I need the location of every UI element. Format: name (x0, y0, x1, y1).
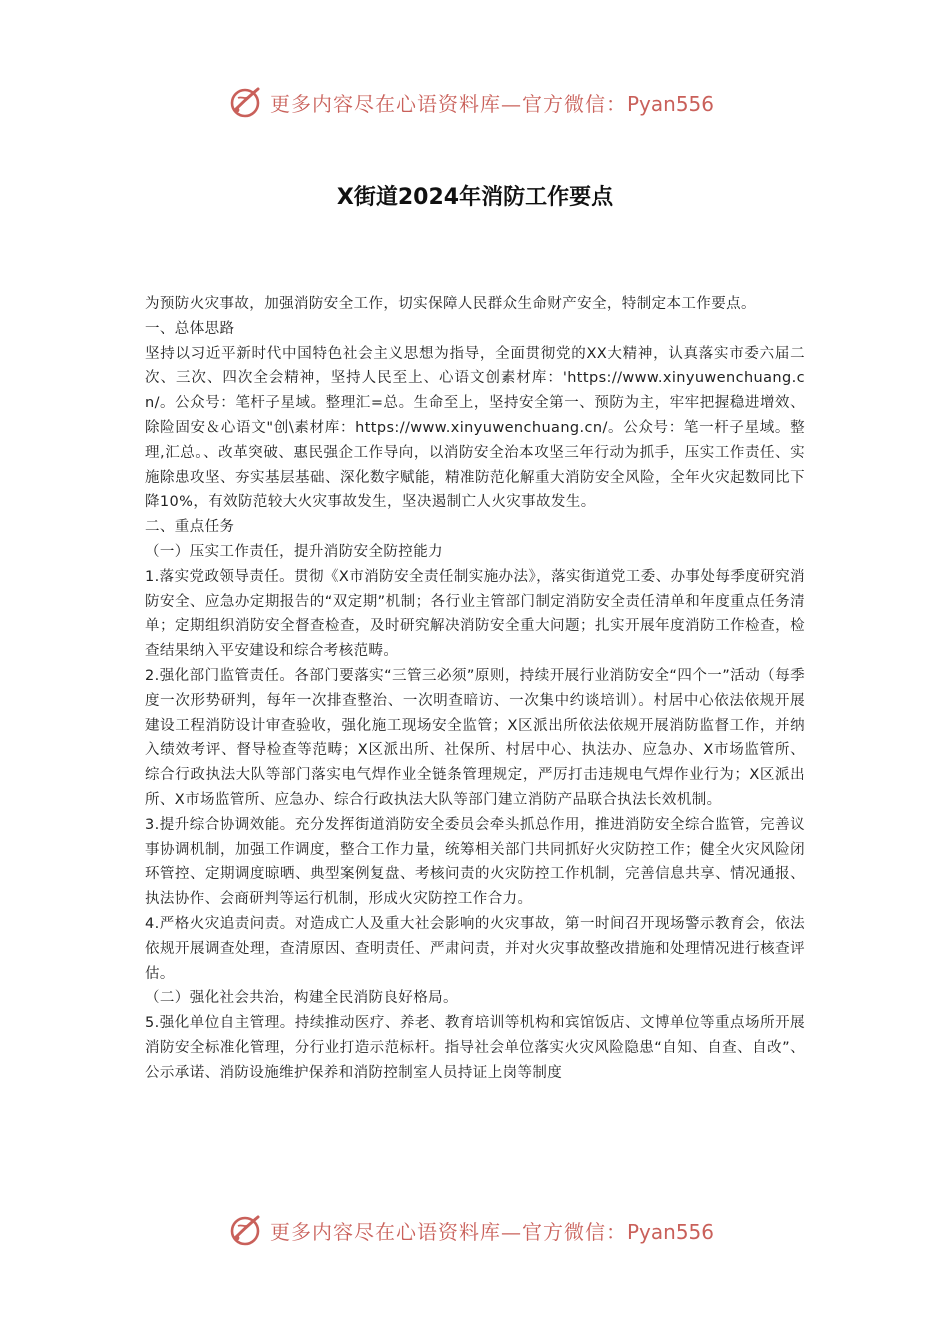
body-paragraph: 1.落实党政领导责任。贯彻《X市消防安全责任制实施办法》，落实街道党工委、办事处每季度研究消防安全、应急办定期报告的“双定期”机制；各行业主管部门制定消防安全责任清单和年度重点任务清单；定期组织消防安全督查检查，及时研究解决消防安全重大问题；扎实开展年度消防工作检查，检查结果纳入平安建设和综合考核范畴。 (145, 568, 805, 660)
subsection-heading: （一）压实工作责任，提升消防安全防控能力 (145, 543, 443, 560)
document-title: X街道2024年消防工作要点 (336, 185, 614, 210)
brush-logo-icon (228, 84, 264, 120)
body-paragraph: 3.提升综合协调效能。充分发挥街道消防安全委员会牵头抓总作用，推进消防安全综合监管，完善议事协调机制，加强工作调度，整合工作力量，统筹相关部门共同抓好火灾防控工作；健全火灾风险闭环管控、定期调度晾晒、典型案例复盘、考核问责的火灾防控工作机制，完善信息共享、情况通报、执法协作、会商研判等运行机制，形成火灾防控工作合力。 (145, 816, 805, 908)
body-paragraph: 坚持以习近平新时代中国特色社会主义思想为指导，全面贯彻党的XX大精神，认真落实市委六届二次、三次、四次全会精神，坚持人民至上、心语文创素材库：'https://www.xinyuwenchuang.cn/。公众号：笔杆子星域。整理汇=总。生命至上，坚持安全第一、预防为主，牢牢把握稳进增效、除险固安＆心语文"创\素材库：https://www.xinyuwenchuang.cn/。公众号：笔一杆子星域。整理,汇总。、改革突破、惠民强企工作导向，以消防安全治本攻坚三年行动为抓手，压实工作责任、实施除患攻坚、夯实基层基础、深化数字赋能，精准防范化解重大消防安全风险，全年火灾起数同比下降10%，有效防范较大火灾事故发生，坚决遏制亡人火灾事故发生。 (145, 345, 805, 511)
intro-paragraph: 为预防火灾事故，加强消防安全工作，切实保障人民群众生命财产安全，特制定本工作要点。 (145, 296, 756, 312)
body-paragraph: 4.严格火灾追责问责。对造成亡人及重大社会影响的火灾事故，第一时间召开现场警示教育会，依法依规开展调查处理，查清原因、查明责任、严肃问责，并对火灾事故整改措施和处理情况进行核查评估。 (145, 915, 805, 982)
header-watermark (228, 82, 748, 122)
document-body (145, 292, 805, 1086)
footer-watermark (228, 1210, 748, 1250)
section-heading: 二、重点任务 (145, 519, 235, 536)
watermark-text: 更多内容尽在心语资料库—官方微信：Pyan556 (270, 91, 715, 116)
watermark-text: 更多内容尽在心语资料库—官方微信：Pyan556 (270, 1219, 715, 1244)
brush-logo-icon (228, 1212, 264, 1248)
section-heading: 一、总体思路 (145, 320, 235, 337)
body-paragraph: 2.强化部门监管责任。各部门要落实“三管三必须”原则，持续开展行业消防安全“四个一”活动（每季度一次形势研判，每年一次排查整治、一次明查暗访、一次集中约谈培训）。村居中心依法依规开展建设工程消防设计审查验收，强化施工现场安全监管；X区派出所依法依规开展消防监督工作，并纳入绩效考评、督导检查等范畴；X区派出所、社保所、村居中心、执法办、应急办、X市场监管所、综合行政执法大队等部门落实电气焊作业全链条管理规定，严厉打击违规电气焊作业行为；X区派出所、X市场监管所、应急办、综合行政执法大队等部门建立消防产品联合执法长效机制。 (145, 667, 805, 808)
subsection-heading: （二）强化社会共治，构建全民消防良好格局。 (145, 990, 458, 1007)
body-paragraph: 5.强化单位自主管理。持续推动医疗、养老、教育培训等机构和宾馆饭店、文博单位等重点场所开展消防安全标准化管理，分行业打造示范标杆。指导社会单位落实火灾风险隐患“自知、自查、自改”、公示承诺、消防设施维护保养和消防控制室人员持证上岗等制度 (145, 1015, 805, 1081)
